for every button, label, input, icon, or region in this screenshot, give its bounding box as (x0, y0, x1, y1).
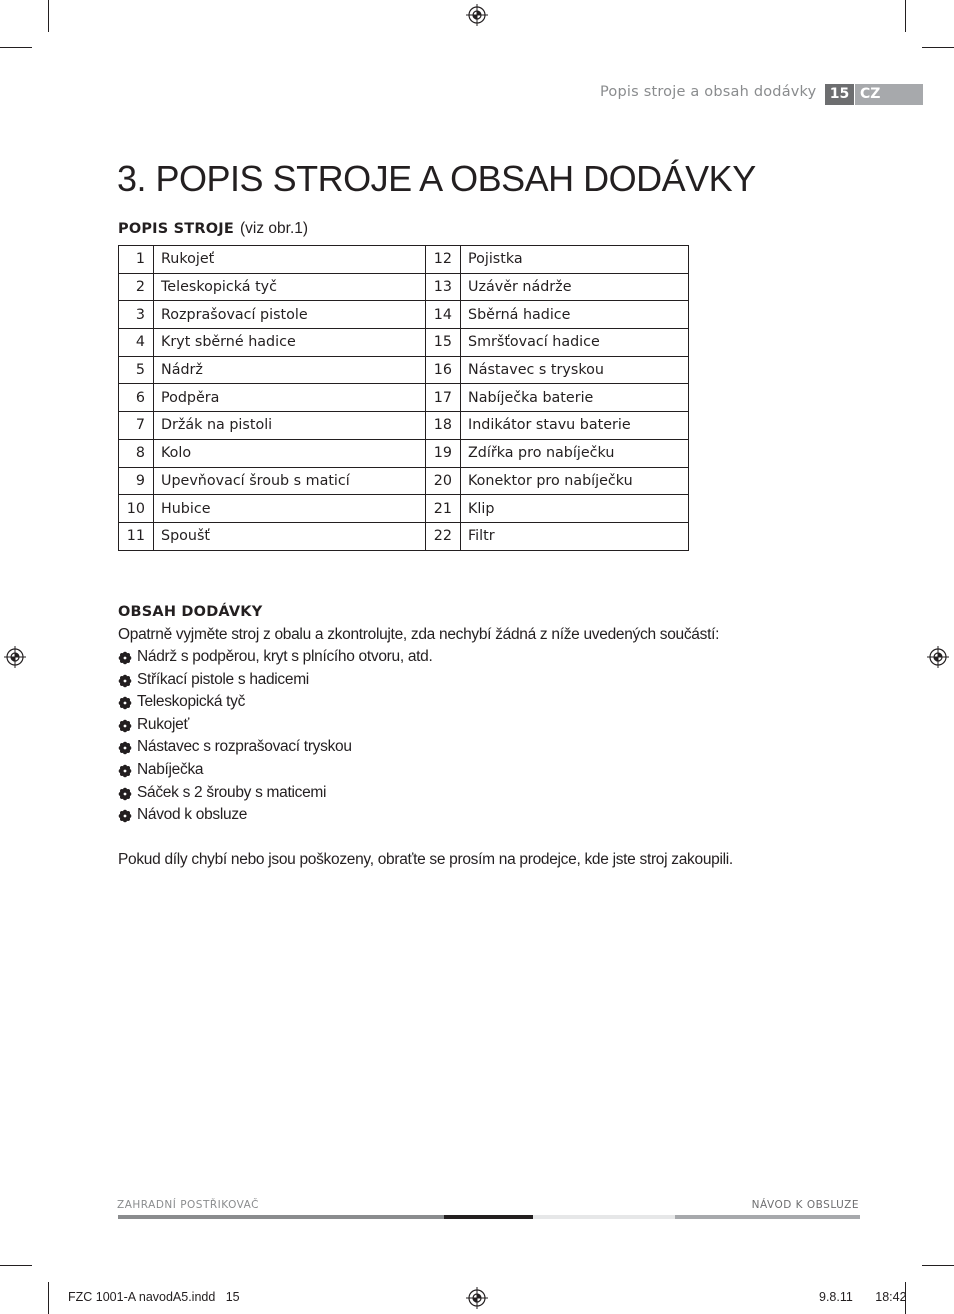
part-name: Podpěra (154, 384, 426, 412)
list-item-text: Rukojeť (137, 715, 189, 733)
registration-mark-icon (466, 1287, 488, 1309)
part-number: 3 (119, 301, 154, 329)
table-row (119, 273, 689, 301)
crop-mark (922, 1265, 954, 1266)
list-item-text: Sáček s 2 šrouby s maticemi (137, 783, 327, 801)
table-row (119, 467, 689, 495)
parts-heading-label: POPIS STROJE (118, 221, 234, 237)
part-name: Nádrž (154, 356, 426, 384)
part-number: 16 (426, 356, 461, 384)
registration-mark-icon (927, 646, 949, 668)
part-name: Indikátor stavu baterie (461, 412, 689, 440)
list-item-text: Stříkací pistole s hadicemi (137, 670, 309, 688)
footer-bar-segment (118, 1215, 444, 1219)
list-item-text: Nástavec s rozprašovací tryskou (137, 738, 352, 756)
part-name: Filtr (461, 522, 689, 550)
parts-heading-note: (viz obr.1) (240, 220, 309, 237)
crop-mark (48, 0, 49, 32)
part-name: Pojistka (461, 246, 689, 274)
flower-bullet-icon (118, 651, 132, 665)
part-name: Teleskopická tyč (154, 273, 426, 301)
table-row (119, 246, 689, 274)
part-name: Sběrná hadice (461, 301, 689, 329)
slug-date: 9.8.11 18:42 (819, 1290, 907, 1304)
part-number: 11 (119, 522, 154, 550)
part-number: 6 (119, 384, 154, 412)
part-number: 17 (426, 384, 461, 412)
part-number: 7 (119, 412, 154, 440)
table-row (119, 356, 689, 384)
part-name: Kolo (154, 439, 426, 467)
part-number: 2 (119, 273, 154, 301)
part-number: 4 (119, 329, 154, 357)
list-item-text: Teleskopická tyč (137, 693, 246, 711)
part-number: 15 (426, 329, 461, 357)
part-name: Rozprašovací pistole (154, 301, 426, 329)
slug-filename: FZC 1001-A navodA5.indd 15 (68, 1290, 240, 1304)
crop-mark (0, 47, 32, 48)
part-number: 5 (119, 356, 154, 384)
crop-mark (922, 47, 954, 48)
flower-bullet-icon (118, 741, 132, 755)
part-name: Spoušť (154, 522, 426, 550)
footer-product-name: ZAHRADNÍ POSTŘIKOVAČ (117, 1199, 259, 1211)
table-row (119, 495, 689, 523)
list-item-text: Návod k obsluze (137, 806, 248, 824)
crop-mark (48, 1282, 49, 1314)
part-name: Hubice (154, 495, 426, 523)
part-name: Konektor pro nabíječku (461, 467, 689, 495)
part-name: Nabíječka baterie (461, 384, 689, 412)
list-item-text: Nádrž s podpěrou, kryt s plnícího otvoru, atd. (137, 648, 433, 665)
table-row (119, 384, 689, 412)
part-number: 14 (426, 301, 461, 329)
part-name: Zdířka pro nabíječku (461, 439, 689, 467)
flower-bullet-icon (118, 696, 132, 710)
table-row (119, 329, 689, 357)
table-row (119, 301, 689, 329)
registration-mark-icon (4, 646, 26, 668)
running-header: Popis stroje a obsah dodávky (600, 84, 817, 100)
parts-heading (118, 220, 308, 238)
part-name: Rukojeť (154, 246, 426, 274)
contents-intro: Opatrně vyjměte stroj z obalu a zkontrolujte, zda nechybí žádná z níže uvedených součástí: (118, 626, 720, 643)
table-row (119, 439, 689, 467)
part-number: 13 (426, 273, 461, 301)
language-badge: CZ (855, 84, 923, 105)
footer-bar-segment (444, 1215, 533, 1219)
flower-bullet-icon (118, 809, 132, 823)
footer-doc-type: NÁVOD K OBSLUZE (751, 1199, 859, 1211)
part-number: 12 (426, 246, 461, 274)
part-name: Smršťovací hadice (461, 329, 689, 357)
flower-bullet-icon (118, 764, 132, 778)
list-item-text: Nabíječka (137, 761, 204, 778)
registration-mark-icon (466, 4, 488, 26)
part-number: 9 (119, 467, 154, 495)
flower-bullet-icon (118, 787, 132, 801)
part-number: 1 (119, 246, 154, 274)
part-number: 21 (426, 495, 461, 523)
part-name: Kryt sběrné hadice (154, 329, 426, 357)
part-number: 10 (119, 495, 154, 523)
table-row (119, 412, 689, 440)
flower-bullet-icon (118, 674, 132, 688)
crop-mark (0, 1265, 32, 1266)
part-name: Nástavec s tryskou (461, 356, 689, 384)
contents-closing: Pokud díly chybí nebo jsou poškozeny, obraťte se prosím na prodejce, kde jste stroj zakoupili. (118, 851, 733, 868)
part-number: 8 (119, 439, 154, 467)
part-number: 20 (426, 467, 461, 495)
parts-table (118, 245, 689, 551)
contents-heading: OBSAH DODÁVKY (118, 604, 263, 620)
part-name: Upevňovací šroub s maticí (154, 467, 426, 495)
part-name: Uzávěr nádrže (461, 273, 689, 301)
flower-bullet-icon (118, 719, 132, 733)
page-number: 15 (825, 84, 854, 105)
part-number: 19 (426, 439, 461, 467)
part-number: 18 (426, 412, 461, 440)
footer-bar-segment (675, 1215, 860, 1219)
page-title: 3. POPIS STROJE A OBSAH DODÁVKY (117, 158, 756, 199)
part-name: Držák na pistoli (154, 412, 426, 440)
crop-mark (905, 0, 906, 32)
table-row (119, 522, 689, 550)
footer-bar-segment (533, 1215, 675, 1219)
part-name: Klip (461, 495, 689, 523)
part-number: 22 (426, 522, 461, 550)
